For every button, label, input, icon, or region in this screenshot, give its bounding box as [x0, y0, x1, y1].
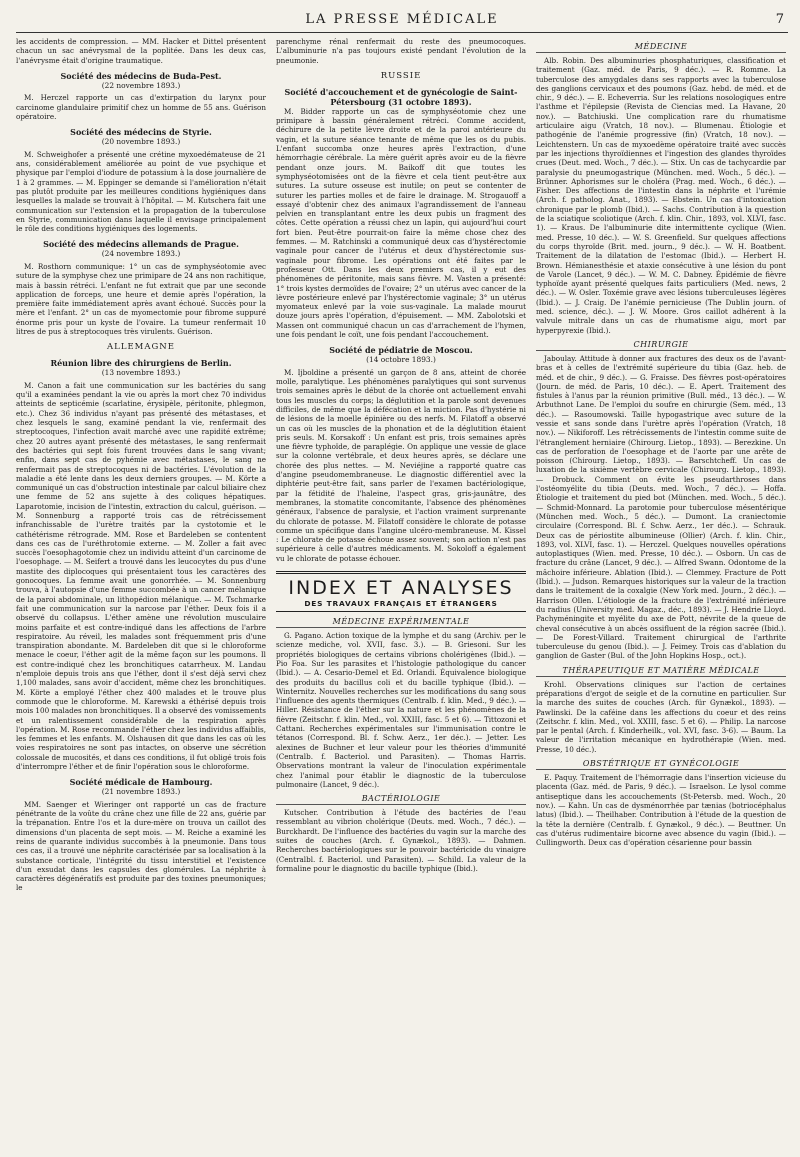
column-left-content	[16, 37, 266, 893]
paragraph: M. Schweighofer a présenté une crétine myxoedémateuse de 21 ans, considérablement améliorée au point de vue psychique et physique par l'emploi d'iodure de potassium à la dose journalière de 1 à 2 grammes. — M. Eppinger se demande si l'amélioration n'était pas plutôt produite par les meilleures conditions hygiéniques dans lesquelles la malade se trouvait à l'hôpital. — M. Kutschera fait une communication sur l'extension et la propagation de la tuberculose en Styrie, communication dans laquelle il envisage principalement le rôle des conditions hygiéniques des logements.	[16, 149, 266, 234]
paragraph: E. Paquy. Traitement de l'hémorragie dans l'insertion vicieuse du placenta (Gaz. méd. de Paris, 9 déc.). — Israelson. Le lysol comme antiseptique dans les accouchements (St-Petersb. med. Woch., 20 nov.). — Kahn. Un cas de dysménorrhée par tænias (botriocéphalus latus) (Ibid.). — Theilhaber. Contribution à l'étude de la question de la tête la dernière (Centralb. f. Gynækol., 9 déc.). — Beuttner. Un cas d'utérus rudimentaire bicorne avec absence du vagin (Ibid.). — Cullingworth. Deux cas d'opération césarienne pour bassin	[536, 773, 786, 848]
paragraph: G. Pagano. Action toxique de la lymphe et du sang (Archiv. per le scienze mediche, vol. XVII, fasc. 3.). — B. Griesoni. Sur les propriétés biologiques de certains vibrions cholérigènes (Ibid.). — Pio Foa. Sur les parasites et l'histologie pathologique du cancer (Ibid.). — A. Cesario-Demel et Ed. Orlandi. Équivalence biologique des produits du bacillus coli et du bacille typhique (Ibid.). — Winternitz. Nouvelles recherches sur les modifications du sang sous l'influence des agents thermiques (Centralb. f. klin. Med., 9 déc.). — Hiller. Résistance de l'éther sur la nature et les phénomènes de la fièvre (Zeitschr. f. klin. Med., vol. XXIII, fasc. 5 et 6). — Tittozoni et Cattani. Recherches expérimentales sur l'immunisation contre le tétanos (Correspond. Bl. f. Schw. Aerz., 1er déc.). — Jetter. Les alexines de Buchner et leur valeur pour les théories d'immunité (Centralb. f. Bacteriol. und Parasiten). — Thomas Harris. Observations montrant la valeur de l'inoculation expérimentale chez l'animal pour établir le diagnostic de la tuberculose pulmonaire (Lancet, 9 déc.).	[276, 631, 526, 789]
running-header	[16, 10, 788, 33]
section-date: (22 novembre 1893.)	[101, 80, 181, 90]
section-date: (13 novembre 1893.)	[101, 368, 181, 378]
column-middle-content	[276, 37, 526, 563]
rubric-heading: BACTÉRIOLOGIE	[276, 794, 526, 805]
paragraph: M. Ijboldine a présenté un garçon de 8 ans, atteint de chorée molle, paralytique. Les phénomènes paralytiques qui sont survenus trois semaines après le début de la chorée ont actuellement envahi tous les muscles du corps; la déglutition et la parole sont devenues difficiles, de même que la défécation et la miction. Pas d'hystérie ni de lésions de la moelle épinière ou des nerfs. M. Filatoff a observé un cas où les muscles de la phonation et de la déglutition étaient pris seuls. M. Korsakoff : Un enfant est pris, trois semaines après une fièvre typhoïde, de paraplégie. On applique une vessie de glace sur la colonne vertébrale, et deux heures après, se déclare une chorée des plus nettes. — M. Neviéjine a rapporté quatre cas d'angine pseudomembraneuse. Le diagnostic différentiel avec la diphtérie peut-être fait, sans parler de l'examen bactériologique, par la fétidité de l'haleine, l'aspect gras, gris-jaunâtre, des membranes, la stomatite concomitante, l'absence des phénomènes généraux, l'absence de paralysie, et l'action vraiment surprenante du chlorate de potasse. M. Filatoff considère le chlorate de potasse comme un spécifique dans l'angine ulcéro-membraneuse. M. Kissel : Le chlorate de potasse échoue assez souvent; son action n'est pas supérieure à celle d'autres médicaments. M. Sokoloff a également vu le chlorate de potasse échouer.	[276, 367, 526, 563]
column-right	[536, 37, 786, 1157]
page-number: 7	[775, 12, 784, 27]
index-title: INDEX ET ANALYSES	[288, 577, 514, 600]
rubric-heading: CHIRURGIE	[536, 340, 786, 351]
paragraph: Jaboulay. Attitude à donner aux fractures des deux os de l'avant-bras et à celles de l'extrémité supérieure du tibia (Gaz. heb. de méd. et de chir., 9 déc.). — G. Fraisse. Des fièvres post-opératoires (Journ. de méd. de Paris, 10 déc.). — E. Apert. Traitement des fistules à l'anus par la réunion primitive (Bull. méd., 13 déc.). — W. Arbuthnot Lane. De l'emploi du soufre en chirurgie (Sem. méd., 13 déc.). — Rasoumowski. Taille hypogastrique avec suture de la vessie et sans sonde dans l'urètre après l'opération (Vratch, 18 nov.). — Nikiforoff. Les rétrécissements de l'intestin comme suite de l'étranglement herniaire (Chirourg. Lietop., 1893). — Berezkine. Un cas de perforation de l'oesophage et de l'aorte par une arête de poisson (Chirourg. Lietop., 1893). — Barschtcheff. Un cas de luxation de la sixième vertèbre cervicale (Chirourg. Lietop., 1893). — Drobuck. Comment on évite les pseudarthroses dans l'ostéomyélite du tibia (Deuts. med. Woch., 7 déc.). — Hoffa. Étiologie et traitement du pied bot (München. med. Woch., 5 déc.). — Schmid-Monnard. La parotomie pour tuberculose mésentérique (München med. Woch., 5 déc.). — Dumont. La craniectomie circulaire (Correspond. Bl. f. Schw. Aerz., 1er déc.). — Schrauk. Deux cas de périostite albumineuse (Ollier) (Arch. f. klin. Chir., 1893, vol. XLVI, fasc. 1). — Herczel. Quelques nouvelles opérations autoplastiques (Wien. med. Presse, 10 déc.). — Osborn. Un cas de fracture du crâne (Lancet, 9 déc.). — Alfred Swann. Odontome de la mâchoire inférieure. Ablation (Ibid.). — Clemmey. Fracture de Pott (Ibid.). — Judson. Remarques historiques sur la valeur de la traction dans le traitement de la coxalgie (New York med. Journ., 2 déc.). — Harrison Ollen. L'étiologie de la fracture de l'extrémité inférieure du radius (University med. Magaz., déc., 1893). — J. Hendrie Lloyd. Pachyméningite et myélite du axe de Pott, névrite de la queue de cheval consécutive à un abcès ossifluent de la région sacrée (Ibid.). — De Forest-Villard. Traitement chirurgical de l'arthrite tuberculeuse du genou (Ibid.). — J. Feimey. Trois cas d'ablation du ganglion de Gaster (Bul. of the John Hopkins Hosp., oct.).	[536, 353, 786, 661]
paragraph: Krohl. Observations cliniques sur l'action de certaines préparations d'ergot de seigle et de la cornutine en particulier. Sur la marche des suites de couches (Arch. für Gynækol., 1893). — Pawlinski. De la caféine dans les affections du coeur et des reins (Zeitschr. f. klin. Med., vol. XXIII, fasc. 5 et 6). — Philip. La narcose par le pental (Arch. f. Kinderheilk., vol. XVI, fasc. 3-6). — Baum. La valeur de l'irritation mécanique en hydrothérapie (Wien. med. Presse, 10 déc.).	[536, 679, 786, 754]
section-date: (21 novembre 1893.)	[101, 787, 181, 797]
rubric-heading: MÉDECINE EXPÉRIMENTALE	[276, 617, 526, 628]
paragraph: parenchyme rénal renfermait du reste des pneumocoques. L'albuminurie n'a pas toujours existé pendant l'évolution de la pneumonie.	[276, 37, 526, 65]
journal-title: LA PRESSE MÉDICALE	[305, 12, 499, 27]
paragraph: les accidents de compression. — MM. Hacker et Dittel présentent chacun un sac anévrysmal de la poplitée. Dans les deux cas, l'anévrysme était d'origine traumatique.	[16, 37, 266, 65]
section-heading: Société médicale de Hambourg.	[69, 777, 213, 788]
paragraph: MM. Saenger et Wieringer ont rapporté un cas de fracture pénétrante de la voûte du crâne chez une fille de 22 ans, guérie par la trépanation. Entre l'os et la dure-mère on trouva un caillot des dimensions d'un placenta de sept mois. — M. Reiche a examiné les reins de quarante individus succombés à la pneumonie. Dans tous ces cas, il a trouvé une néphrite caractérisée par sa localisation à la substance corticale, l'intégrité du tissu interstitiel et l'existence d'un exsudat dans les capsules des glomérules. La néphrite à caractères dégénératifs est produite par des toxines pneumoniques; le	[16, 799, 266, 893]
section-date: (20 novembre 1893.)	[101, 137, 181, 147]
section-heading: Société des médecins allemands de Prague.	[43, 239, 239, 250]
paragraph: M. Rosthorn communique: 1° un cas de symphyséotomie avec suture de la symphyse chez une primipare de 24 ans non rachitique, mais à bassin rétréci. L'enfant ne fut extrait que par une seconde application de forceps, une heure et demie après l'opération, la première faite immédiatement après avant échoué. Succès pour la mère et l'enfant. 2° un cas de myomectomie pour fibrome suppuré énorme pris pour un kyste de l'ovaire. La tumeur renfermait 10 litres de pus à streptocoques très virulents. Guérison.	[16, 261, 266, 337]
section-heading: Société des médecins de Buda-Pest.	[60, 70, 222, 81]
column-middle	[276, 37, 526, 1157]
section-date: (14 octobre 1893.)	[366, 355, 436, 365]
section-heading: Société des médecins de Styrie.	[70, 127, 212, 138]
paragraph: Kutscher. Contribution à l'étude des bactéries de l'eau ressemblant au vibrion cholérique (Deuts. med. Woch., 7 déc.). — Burckhardt. De l'influence des bactéries du vagin sur la marche des suites de couches (Arch. f. Gynækol., 1893). — Dahmen. Recherches bactériologiques sur le pouvoir bactéricide du vinaigre (Centralbl. f. Bacteriol. und Parasiten). — Schild. La valeur de la formaline pour le diagnostic du bacille typhique (Ibid.).	[276, 808, 526, 873]
columns	[16, 37, 788, 1157]
section-heading: Réunion libre des chirurgiens de Berlin.	[50, 358, 232, 369]
paragraph: M. Canon a fait une communication sur les bactéries du sang qu'il a examinées pendant la vie ou après la mort chez 70 individus atteints de septicémie (scarlatine, érysipèle, péritonite, phlegmon, etc.). Chez 36 individus n'ayant pas présenté des métastases, et chez lesquels le sang, examiné pendant la vie, renfermait des streptocoques, l'infection avait marché avec une rapidité extrême; chez 20 autres ayant présenté des métastases, le sang renfermait des bactéries qui sept fois furent trouvées dans le sang vivant; enfin, dans sept cas de pyhémie avec métastases, le sang ne renfermait pas de streptocoques ni de bactéries. L'évolution de la maladie a été lente dans les deux derniers groupes. — M. Körte a communiqué un cas d'obstruction intestinale par calcul biliaire chez une femme de 52 ans sujette à des coliques hépatiques. Laparotomie, incision de l'intestin, extraction du calcul, guérison. — M. Sonnenburg a rapporté trois cas de rétrécissement infranchissable de l'urètre traités par la cystotomie et le cathétérisme rétrograde. MM. Rose et Bardeleben se contentent dans ces cas de l'uréthrotomie externe. — M. Zoller a fait avec succès l'oesophagotomie chez un individu atteint d'un carcinome de l'oesophage. — M. Seifert a trouvé dans les leucocytes du pus d'une mastite des diplocoques qui présentaient tous les caractères des gonocoques. La femme avait une gonorrhée. — M. Sonnenburg trouva, à l'autopsie d'une femme succombée à un cancer mélanique de la paroi abdominale, un lithopédion mélanique. — M. Tschmarke fait une communication sur la narcose par l'éther. Deux fois il a observé du collapsus. L'éther amène une révolution musculaire moins parfaite et est contre-indiqué dans les affections de l'arbre respiratoire. Au réveil, les malades sont fréquemment pris d'une transpiration abondante. M. Bardeleben dit que si le chloroforme menace le coeur, l'éther agit de la même façon sur les poumons. Il est contre-indiqué chez les bronchitiques catarrheux. M. Landau n'emploie depuis trois ans que l'éther, dont il s'est déjà servi chez 1,100 malades, sans avoir d'accident, même chez les bronchitiques. M. Körte a employé l'éther chez 400 malades et le trouve plus commode que le chloroforme. M. Karewski a éthérisé depuis trois mois 100 malades non bronchitiques. Il a observé des vomissements et un ralentissement considérable de la respiration après l'opération. M. Rose recommande l'éther chez les individus affaiblis, les femmes et les enfants. M. Olshausen dit que dans les cas où les voies respiratoires ne sont pas intactes, on observe une sécrétion colossale de mucosités, et dans ces conditions, il fut obligé trois fois d'interrompre l'éther et de finir l'opération sous le chloroforme.	[16, 380, 266, 771]
column-left	[16, 37, 266, 1157]
paragraph: M. Bidder rapporte un cas de symphyséotomie chez une primipare à bassin généralement rétréci. Comme accident, déchirure de la petite lèvre droite et de la paroi antérieure du vagin, et la suture séance tenante de même que les os du pubis. L'enfant succomba onze heures après l'extraction, d'une hémorrhagie cérébrale. La mère guérit après avoir eu de la fièvre pendant onze jours. M. Baikoff dit que toutes les symphyséotomisées ont de la fièvre et cela tient peut-être aux sutures. La suture osseuse est inutile; on peut se contenter de suturer les parties molles et de faire le drainage. M. Strogauoff a essayé d'obtenir chez des animaux l'agrandissement de l'anneau pelvien en transplantant entre les deux pubis un fragment des côtes. Cette opération a réussi chez un lapin, qui aujourd'hui court fort bien. Peut-être pourrait-on faire la même chose chez des femmes. — M. Ratchinski a communiqué deux cas d'hystérectomie vaginale pour cancer de l'utérus et deux d'hystérectomie sus-vaginale pour fibrome. Les opérations ont été faites par le professeur Ott. Dans les deux premiers cas, il y eut des phénomènes de péritonite, mais sans fièvre. M. Vasten a présenté: 1° trois kystes dermoïdes de l'ovaire; 2° un utérus avec cancer de la lèvre postérieure enlevé par l'hystérectomie vaginale; 3° un utérus myomateux enlevé par la voie sus-vaginale. La malade mourut douze jours après l'opération, d'épuisement. — MM. Zabolotski et Massen ont communiqué chacun un cas d'arrachement de l'hymen, une fois pendant le coït, une fois pendant l'accouchement.	[276, 106, 526, 340]
section-date: (24 novembre 1893.)	[101, 249, 181, 259]
country-heading: RUSSIE	[380, 70, 422, 81]
rubric-heading: MÉDECINE	[536, 42, 786, 53]
paragraph: Alb. Robin. Des albuminuries phosphaturiques, classification et traitement (Gaz. méd. de Paris, 9 déc.). — R. Romme. La tuberculose des amygdales dans ses rapports avec la tuberculose des ganglions cervicaux et des poumons (Gaz. hebd. de méd. et de chir., 9 déc.). — E. Echeverria. Sur les relations nosologiques entre l'asthme et l'épilepsie (Revista de Ciencias med. La Havane, 20 nov.). — Batchiuski. Une complication rare du rhumatisme articulaire aigu (Vratch, 18 nov.). — Blumenau. Étiologie et pathogénie de l'anémie progressive (fin) (Vratch, 18 nov.). — Leichtenstern. Un cas de myxoedème opératoire traité avec succès par les injections thyroïdiennes et l'ingestion des glandes thyroïdes crues (Deut. med. Woch., 7 déc.). — Stix. Un cas de tachycardie par paralysie du pneumogastrique (München. med. Woch., 5 déc.). — Brünner. Aphorismes sur le choléra (Prag. med. Woch., 6 déc.). — Fisher. Des affections de l'intestin dans la néphrite et l'urémie (Arch. f. patholog. Anat., 1893). — Ebstein. Un cas d'intoxication chronique par le plomb (Ibid.). — Sachs. Contribution à la question de la sciatique scoliotique (Arch. f. klin. Chir., 1893, vol. XLVI, fasc. 1). — Kraus. De l'albuminurie dite intermittente cyclique (Wien. med. Presse, 10 déc.). — W. S. Greenfield. Sur quelques affections du corps thyroïde (Brit. med. journ., 9 déc.). — W. H. Boatbent. Traitement de la dilatation de l'estomac (Ibid.). — Herbert H. Brown. Hémianesthésie et ataxie consécutive à une lésion du pont de Varole (Lancet, 9 déc.). — W. M. C. Dabney. Épidémie de fièvre typhoïde ayant présenté quelques faits particuliers (Med. news, 2 déc.). — W. Osler. Toxémie grave avec lésions tuberculeuses légères (Ibid.). — J. Craig. De l'anémie pernicieuse (The Dublin journ. of med. science, déc.). — J. W. Moore. Gros caillot adhérent à la valvule mitrale dans un cas de rhumatisme aigu, mort par hyperpyrexie (Ibid.).	[536, 56, 786, 335]
country-heading: ALLEMAGNE	[107, 342, 175, 353]
rubric-heading: OBSTÉTRIQUE ET GYNÉCOLOGIE	[536, 759, 786, 770]
section-heading: Société d'accouchement et de gynécologie de Saint-Pétersbourg (31 octobre 1893).	[284, 86, 518, 107]
column-right-content	[536, 42, 786, 847]
paragraph: M. Herczel rapporte un cas d'extirpation du larynx pour carcinome glandulaire primitif chez un homme de 55 ans. Guérison opératoire.	[16, 93, 266, 121]
rubric-heading: THÉRAPEUTIQUE ET MATIÈRE MÉDICALE	[536, 666, 786, 677]
column-middle-index-content	[276, 617, 526, 873]
index-subtitle: DES TRAVAUX FRANÇAIS ET ÉTRANGERS	[304, 599, 498, 609]
section-heading: Société de pédiatrie de Moscou.	[329, 345, 473, 356]
index-banner	[276, 571, 526, 612]
